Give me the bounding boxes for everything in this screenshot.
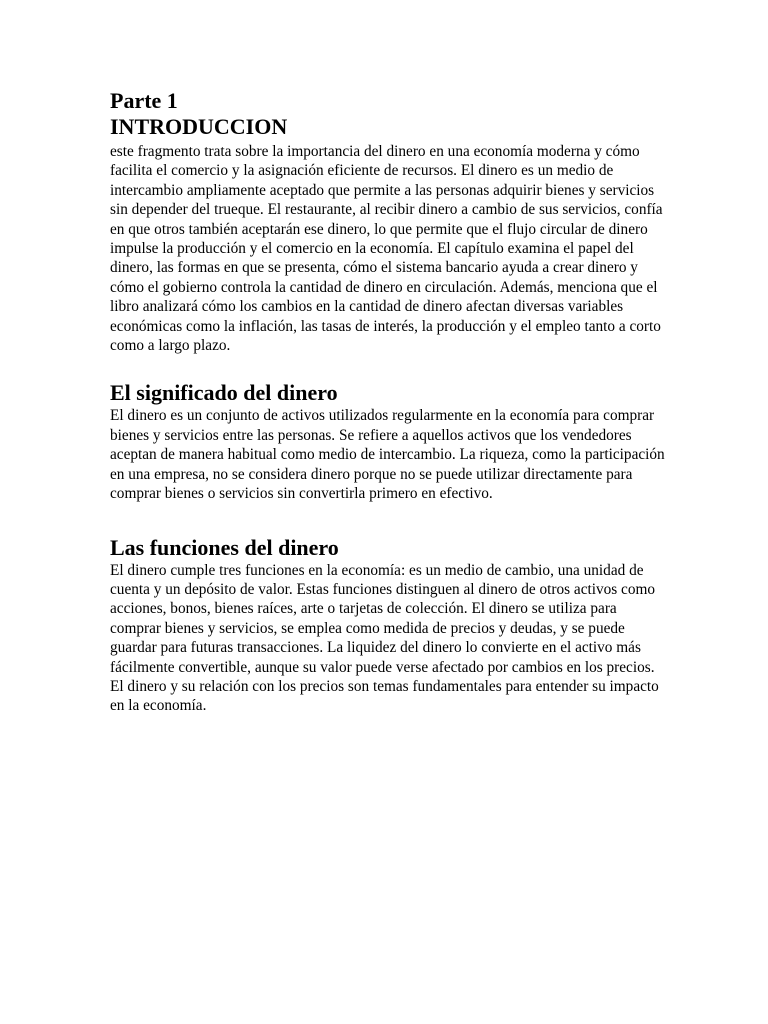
section-paragraph: El dinero es un conjunto de activos utilizados regularmente en la economía para comprar bienes y servicios entre las personas. Se refiere a aquellos activos que los vendedores aceptan de manera habitual como medio de intercambio. La riqueza, como la participación en una empresa, no se considera dinero porque no se puede utilizar directamente para comprar bienes o servicios sin convertirla primero en efectivo.: [110, 407, 665, 503]
section-paragraph: El dinero cumple tres funciones en la economía: es un medio de cambio, una unidad de cuenta y un depósito de valor. Estas funciones distinguen al dinero de otros activos como acciones, bonos, bienes raíces, arte o tarjetas de colección. El dinero se utiliza para comprar bienes y servicios, se emplea como medida de precios y deudas, y se puede guardar para futuras transacciones. La liquidez del dinero lo convierte en el activo más fácilmente convertible, aunque su valor puede verse afectado por cambios en los precios. El dinero y su relación con los precios son temas fundamentales para entender su impacto en la economía.: [110, 561, 659, 715]
intro-paragraph: este fragmento trata sobre la importancia del dinero en una economía moderna y cómo facilita el comercio y la asignación eficiente de recursos. El dinero es un medio de intercambio ampliamente aceptado que permite a las personas adquirir bienes y servicios sin depender del trueque. El restaurante, al recibir dinero a cambio de sus servicios, confía en que otros también aceptarán ese dinero, lo que permite que el flujo circular de dinero impulse la producción y el comercio en la economía. El capítulo examina el papel del dinero, las formas en que se presenta, cómo el sistema bancario ayuda a crear dinero y cómo el gobierno controla la cantidad de dinero en circulación. Además, menciona que el libro analizará cómo los cambios en la cantidad de dinero afectan diversas variables económicas como la inflación, las tasas de interés, la producción y el empleo tanto a corto como a largo plazo.: [110, 143, 663, 355]
section-functions-of-money: [110, 535, 670, 716]
section-heading: Las funciones del dinero: [110, 534, 339, 560]
document-page: [110, 88, 670, 716]
part-label: Parte 1: [110, 88, 178, 113]
intro-heading: INTRODUCCION: [110, 114, 288, 139]
section-heading: El significado del dinero: [110, 380, 338, 406]
section-meaning-of-money: [110, 380, 670, 503]
